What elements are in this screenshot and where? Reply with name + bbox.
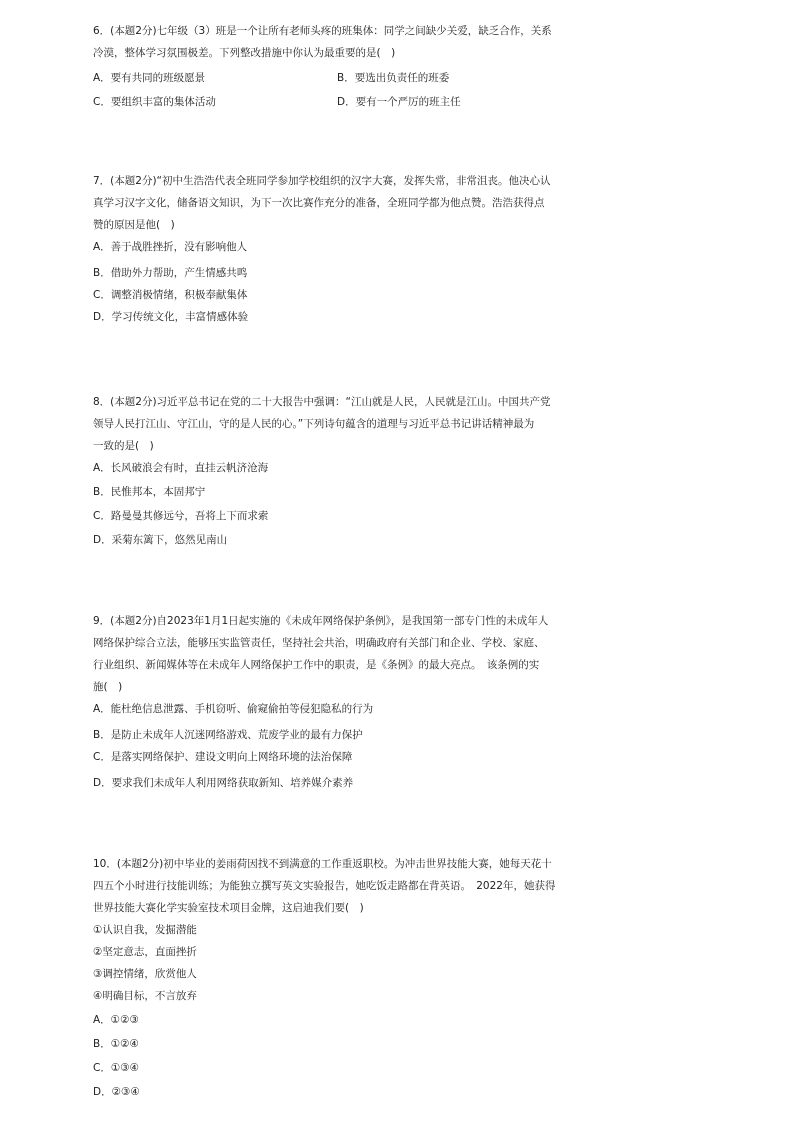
question-stem-line: 一致的是( )	[93, 440, 154, 452]
question-9	[93, 610, 593, 794]
option-a[interactable]: A．长风破浪会有时，直挂云帆济沧海	[93, 462, 269, 474]
question-stem-line: 9．(本题2分)自2023年1月1日起实施的《未成年网络保护条例》，是我国第一部专门性的未成年人	[93, 615, 549, 627]
option-b[interactable]: B．借助外力帮助，产生情感共鸣	[93, 267, 248, 279]
question-stem-line: 10．(本题2分)初中毕业的姜雨荷因找不到满意的工作重返职校。为冲击世界技能大赛，她每天花十	[93, 858, 552, 870]
option-c[interactable]: C．要组织丰富的集体活动	[93, 96, 216, 108]
question-stem-line: 真学习汉字文化，储备语文知识，为下一次比赛作充分的准备，全班同学都为他点赞。浩浩获得点	[93, 197, 545, 209]
question-stem-line: 7．(本题2分)“初中生浩浩代表全班同学参加学校组织的汉字大赛，发挥失常，非常沮丧。他决心认	[93, 175, 551, 187]
question-stem-line: 6．(本题2分)七年级（3）班是一个让所有老师头疼的班集体：同学之间缺少关爱，缺乏合作，关系	[93, 25, 552, 37]
option-b[interactable]: B．是防止未成年人沉迷网络游戏、荒废学业的最有力保护	[93, 729, 363, 741]
question-stem-line: 8．(本题2分)习近平总书记在党的二十大报告中强调：“江山就是人民，人民就是江山。中国共产党	[93, 396, 551, 408]
statement-item: ①认识自我，发掘潜能	[93, 924, 197, 936]
option-d[interactable]: D．学习传统文化，丰富情感体验	[93, 311, 249, 323]
question-8	[93, 391, 593, 551]
question-10	[93, 853, 593, 1103]
option-a[interactable]: A．能杜绝信息泄露、手机窃听、偷窥偷拍等侵犯隐私的行为	[93, 703, 374, 715]
option-b[interactable]: B．民惟邦本，本固邦宁	[93, 486, 206, 498]
option-a[interactable]: A．要有共同的班级愿景	[93, 72, 206, 84]
statement-item: ③调控情绪，欣赏他人	[93, 968, 197, 980]
option-b[interactable]: B．①②④	[93, 1038, 139, 1050]
question-7	[93, 170, 593, 328]
option-c[interactable]: C．路曼曼其修远兮，吾将上下而求索	[93, 510, 269, 522]
question-6	[93, 20, 593, 113]
question-stem-line: 施( )	[93, 681, 123, 693]
statement-item: ②坚定意志，直面挫折	[93, 946, 197, 958]
option-c[interactable]: C．是落实网络保护、建设文明向上网络环境的法治保障	[93, 751, 353, 763]
question-stem-line: 赞的原因是他( )	[93, 219, 175, 231]
option-d[interactable]: D．要有一个严厉的班主任	[337, 96, 461, 108]
option-d[interactable]: D．要求我们未成年人利用网络获取新知、培养媒介素养	[93, 777, 354, 789]
option-b[interactable]: B．要选出负责任的班委	[337, 72, 450, 84]
option-c[interactable]: C．①③④	[93, 1062, 140, 1074]
question-stem-line: 四五个小时进行技能训练；为能独立撰写英文实验报告，她吃饭走路都在背英语。 2022年，她获得	[93, 880, 556, 892]
option-a[interactable]: A．善于战胜挫折，没有影响他人	[93, 241, 248, 253]
option-d[interactable]: D．②③④	[93, 1086, 140, 1098]
statement-item: ④明确目标，不言放弃	[93, 990, 197, 1002]
question-stem-line: 行业组织、新闻媒体等在未成年人网络保护工作中的职责，是《条例》的最大亮点。 该条例的实	[93, 659, 540, 671]
question-stem-line: 世界技能大赛化学实验室技术项目金牌，这启迪我们要( )	[93, 902, 364, 914]
question-stem-line: 网络保护综合立法，能够压实监管责任，坚持社会共治，明确政府有关部门和企业、学校、家庭、	[93, 637, 545, 649]
question-stem-line: 冷漠，整体学习氛围极差。下列整改措施中你认为最重要的是( )	[93, 47, 396, 59]
option-a[interactable]: A．①②③	[93, 1014, 139, 1026]
option-c[interactable]: C．调整消极情绪，积极奉献集体	[93, 289, 248, 301]
option-d[interactable]: D．采菊东篱下，悠然见南山	[93, 534, 228, 546]
question-stem-line: 领导人民打江山、守江山，守的是人民的心。”下列诗句蕴含的道理与习近平总书记讲话精神最为	[93, 418, 535, 430]
